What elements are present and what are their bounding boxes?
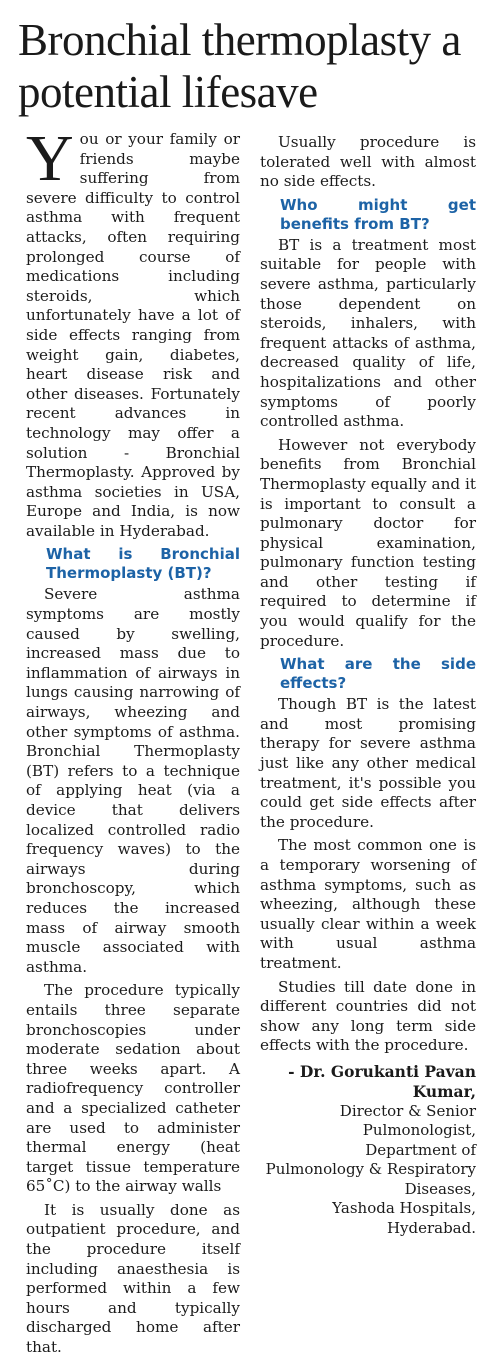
body-paragraph: Usually procedure is tolerated well with almost no side effects. xyxy=(260,133,476,191)
byline-line: Director & Senior xyxy=(339,1101,476,1120)
section-heading-who-benefits: Who might get benefits from BT? xyxy=(280,195,476,233)
byline-line: Department of xyxy=(365,1140,476,1159)
byline xyxy=(260,1062,476,1239)
body-paragraph: BT is a treatment most suitable for people with severe asthma, particularly those dependent on steroids, inhalers, with frequent attacks of asthma, decreased quality of life, hospitalizations and other symptoms of poorly controlled asthma. xyxy=(260,235,476,431)
body-paragraph: Though BT is the latest and most promising therapy for severe asthma just like any other medical treatment, it's possible you could get side effects after the procedure. xyxy=(260,695,476,831)
section-heading-side-effects: What are the side effects? xyxy=(280,655,476,693)
byline-line: Pulmonologist, xyxy=(362,1121,476,1140)
intro-text: ou or your family or friends maybe suffering from severe difficulty to control asthma with frequent attacks, often requiring prolonged course of medications including steroids, which unfortunately have a lot of side effects ranging from weight gain, diabetes, heart disease risk and other diseases. Fortunately recent advances in technology may offer a solution - Bronchial Thermoplasty. Approved by asthma societies in USA, Europe and India, is now available in Hyderabad. xyxy=(26,130,240,540)
intro-paragraph xyxy=(26,122,240,541)
byline-line: Diseases, xyxy=(404,1179,476,1198)
byline-line: Pulmonology & Respiratory xyxy=(265,1160,476,1179)
byline-line: Hyderabad. xyxy=(386,1218,476,1237)
headline: Bronchial thermoplasty a potential lifesave xyxy=(18,15,461,117)
article-column-left xyxy=(26,122,240,1362)
body-paragraph: Studies till date done in different countries did not show any long term side effects with the procedure. xyxy=(260,977,476,1055)
byline-author: - Dr. Gorukanti Pavan Kumar, xyxy=(288,1061,476,1101)
body-paragraph: Severe asthma symptoms are mostly caused by swelling, increased mass due to inflammation of airways in lungs causing narrowing of airways, wheezing and other symptoms of asthma. Bronchial Thermoplasty (BT) refers to a technique of applying heat (via a device that delivers localized controlled radio frequency waves) to the airways during bronchoscopy, which reduces the increased mass of airway smooth muscle associated with asthma. xyxy=(26,585,240,976)
drop-cap: Y xyxy=(26,122,74,195)
section-heading-what-is-bt: What is Bronchial Thermoplasty (BT)? xyxy=(46,545,240,583)
byline-line: Yashoda Hospitals, xyxy=(332,1199,476,1218)
article-column-right xyxy=(260,133,476,1238)
body-paragraph: The procedure typically entails three separate bronchoscopies under moderate sedation about three weeks apart. A radiofrequency controller and a specialized catheter are used to administer thermal energy (heat target tissue temperature 65˚C) to the airway walls xyxy=(26,981,240,1196)
body-paragraph: However not everybody benefits from Bronchial Thermoplasty equally and it is important to consult a pulmonary doctor for physical examination, pulmonary function testing and other testing if required to determine if you would qualify for the procedure. xyxy=(260,435,476,650)
body-paragraph: The most common one is a temporary worsening of asthma symptoms, such as wheezing, although these usually clear within a week with usual asthma treatment. xyxy=(260,836,476,972)
body-paragraph: It is usually done as outpatient procedure, and the procedure itself including anaesthesia is performed within a few hours and typically discharged home after that. xyxy=(26,1200,240,1357)
